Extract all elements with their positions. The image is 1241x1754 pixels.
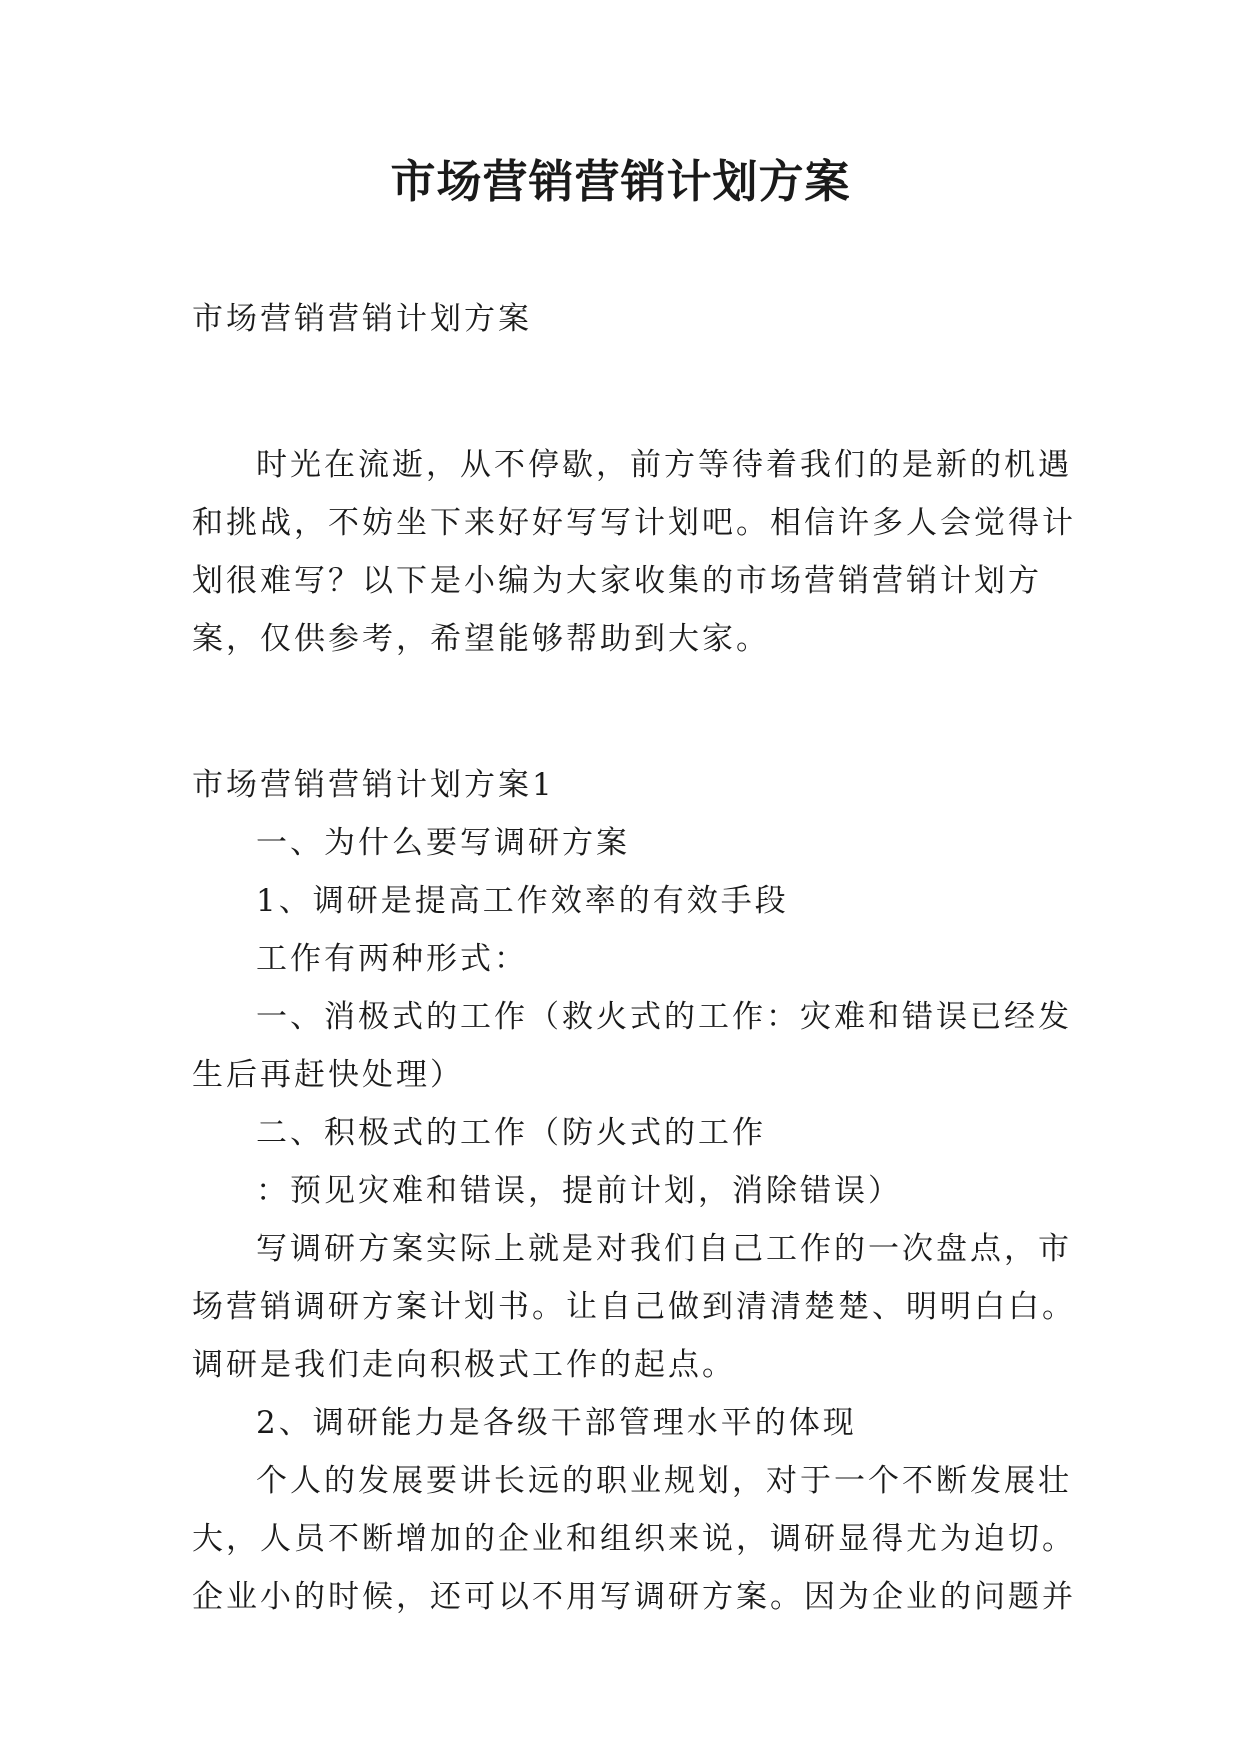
text-line: 企业小的时候，还可以不用写调研方案。因为企业的问题并	[192, 1579, 1076, 1615]
text-line: 划很难写？以下是小编为大家收集的市场营销营销计划方	[192, 563, 1042, 599]
text-line: 和挑战，不妨坐下来好好写写计划吧。相信许多人会觉得计	[192, 505, 1076, 541]
text-line: 一、消极式的工作（救火式的工作：灾难和错误已经发	[256, 999, 1072, 1035]
text-line: 市场营销营销计划方案	[192, 301, 532, 337]
text-line: 写调研方案实际上就是对我们自己工作的一次盘点，市	[256, 1231, 1072, 1267]
text-line: 二、积极式的工作（防火式的工作	[256, 1115, 766, 1151]
text-line: 时光在流逝，从不停歇，前方等待着我们的是新的机遇	[256, 447, 1072, 483]
text-line: 案，仅供参考，希望能够帮助到大家。	[192, 621, 770, 657]
text-line: 市场营销营销计划方案1	[192, 767, 555, 803]
text-line: ：预见灾难和错误，提前计划，消除错误）	[256, 1173, 902, 1209]
text-line: 1、调研是提高工作效率的有效手段	[256, 883, 789, 919]
text-line: 场营销调研方案计划书。让自己做到清清楚楚、明明白白。	[192, 1289, 1076, 1325]
text-line: 工作有两种形式：	[256, 941, 528, 977]
text-line: 2、调研能力是各级干部管理水平的体现	[256, 1405, 857, 1441]
text-line: 大，人员不断增加的企业和组织来说，调研显得尤为迫切。	[192, 1521, 1076, 1557]
paragraph-gap	[192, 348, 1056, 436]
text-line: 一、为什么要写调研方案	[256, 825, 630, 861]
text-line: 调研是我们走向积极式工作的起点。	[192, 1347, 736, 1383]
paragraph-gap	[192, 668, 1056, 756]
text-line: 个人的发展要讲长远的职业规划，对于一个不断发展壮	[256, 1463, 1072, 1499]
document-body	[192, 290, 1076, 1626]
document-title: 市场营销营销计划方案	[390, 155, 851, 208]
text-line: 生后再赶快处理）	[192, 1057, 464, 1093]
